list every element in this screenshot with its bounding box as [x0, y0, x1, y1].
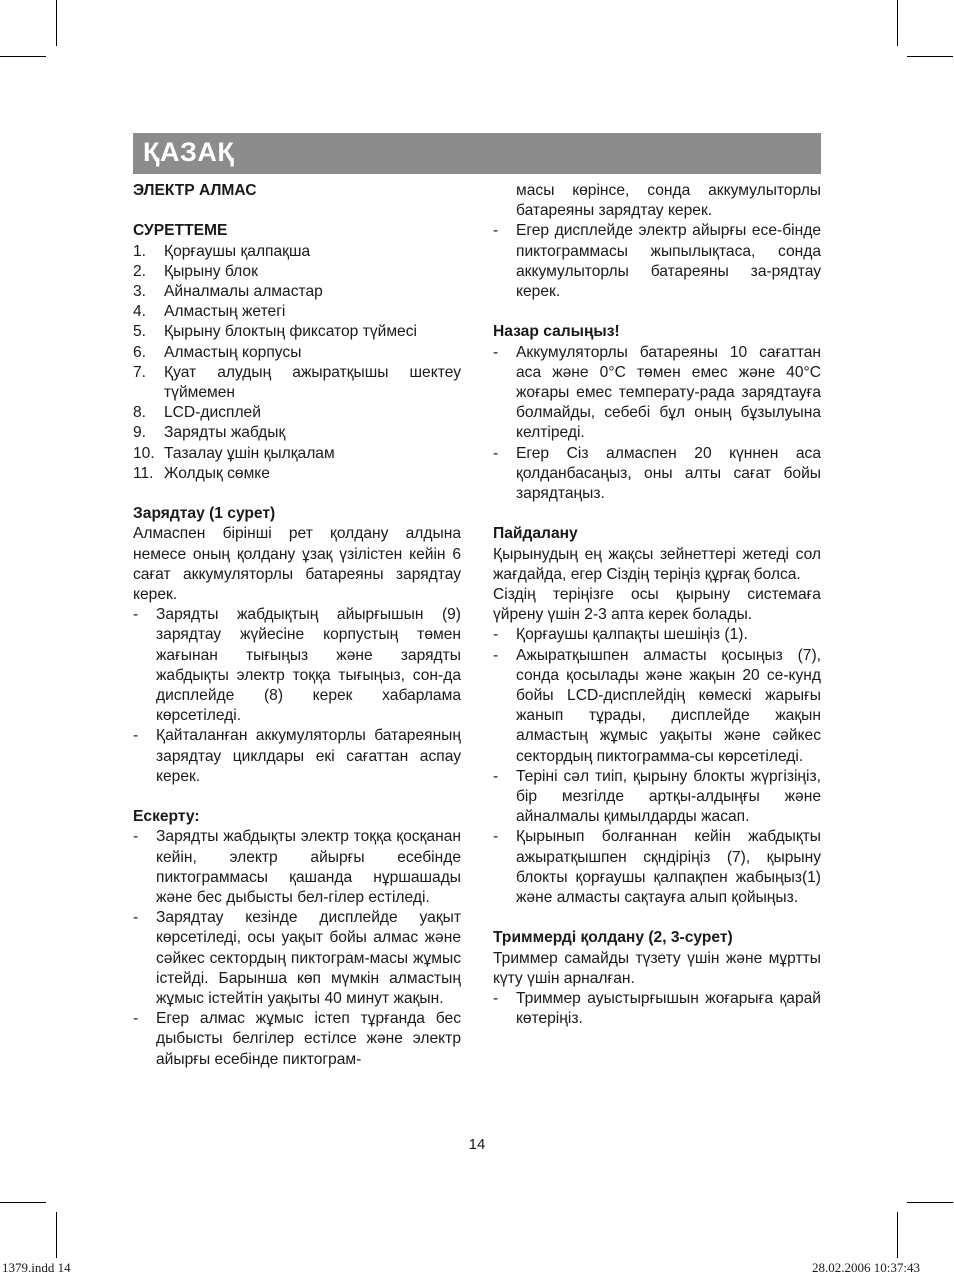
- dash-marker: -: [493, 444, 499, 462]
- item-text: Триммер ауыстырғышын жоғарыға қарай көтеріңіз.: [516, 990, 821, 1028]
- item-number: 11.: [133, 464, 154, 482]
- bullet-item: [493, 646, 821, 767]
- spacer: [493, 302, 821, 322]
- numbered-item: [133, 423, 461, 443]
- date-slug: 28.02.2006 10:37:43: [812, 1260, 920, 1275]
- item-text: Қырынып болғаннан кейін жабдықты ажыратқышпен сқндіріңіз (7), қырыну блокты қорғаушы қалпақпен жабыңыз(1) және алмасты сақтауға алып қойыңыз.: [516, 828, 821, 907]
- item-number: 3.: [133, 283, 147, 300]
- left-column: [133, 181, 461, 1070]
- item-number: 9.: [133, 424, 147, 442]
- dash-marker: -: [493, 222, 499, 240]
- language-banner: [133, 133, 821, 174]
- item-text: масы көрінсе, сонда аккумулыторлы батареяны зарядтау керек.: [516, 182, 821, 220]
- item-text: LCD-дисплей: [164, 404, 261, 422]
- item-text: Теріні сәл тиіп, қырыну блокты жүргізіңіз, бір мезгілде артқы-алдыңғы және айналмалы қимылдарды жасап.: [516, 767, 821, 826]
- item-text: Егер Сіз алмаспен 20 күннен аса қолданбасаңыз, оны алты сағат бойы зарядтаңыз.: [516, 444, 821, 503]
- bullet-item: [493, 343, 821, 444]
- bullet-item: [493, 181, 821, 221]
- item-text: Алмастың жетегі: [164, 303, 286, 321]
- section-heading: Триммерді қолдану (2, 3-сурет): [493, 929, 733, 947]
- item-text: Тазалау ұшін қылқалам: [164, 444, 335, 462]
- numbered-item: [133, 262, 461, 282]
- numbered-item: [133, 302, 461, 322]
- item-number: 1.: [133, 242, 147, 260]
- spacer: [133, 201, 461, 221]
- section-heading: Назар салыңыз!: [493, 323, 620, 341]
- section-heading: Пайдалану: [493, 525, 578, 543]
- item-text: Ажыратқышпен алмасты қосыңыз (7), сонда қосылады және жақын 20 се-кунд бойы LCD-дисплейдің көмескі жарығы жанып тұрады, дисплейде жақын алмастың жұмыс уақыты және сәйкес сектордың пиктограмма-сы көрсетіледі.: [516, 646, 821, 765]
- crop-mark: [897, 1212, 898, 1258]
- numbered-item: [133, 363, 461, 403]
- numbered-item: [133, 403, 461, 423]
- section-heading: Зарядтау (1 сурет): [133, 505, 276, 523]
- spacer: [133, 787, 461, 807]
- item-text: Жолдық сөмке: [164, 464, 270, 482]
- crop-mark: [56, 1212, 57, 1258]
- paragraph: Сіздің теріңізге осы қырыну системаға үйрену үшін 2-3 апта керек болады.: [493, 586, 821, 624]
- dash-marker: -: [133, 909, 139, 927]
- dash-marker: -: [493, 767, 499, 785]
- spacer: [133, 484, 461, 504]
- item-text: Зарядты жабдықтың айырғышын (9) зарядтау жүйесіне корпустың төмен жағынан тығыңыз және зарядты жабдықты электр тоққа тығыңыз, сон-да дисплейде (8) керек хабарлама көрсетіледі.: [156, 606, 461, 725]
- crop-mark: [897, 0, 898, 46]
- item-text: Қорғаушы қалпақты шешіңіз (1).: [516, 626, 748, 644]
- numbered-item: [133, 464, 461, 484]
- bullet-item: [493, 444, 821, 505]
- bullet-item: [133, 908, 461, 1009]
- dash-marker: -: [493, 990, 499, 1008]
- crop-mark: [0, 1202, 46, 1203]
- item-text: Зарядтау кезінде дисплейде уақыт көрсетіледі, осы уақыт бойы алмас және сәйкес сектордың пиктограм-масы жұмыс істейді. Барынша көп мүмкін алмастың жұмыс істейтін уақыты 40 минут жақын.: [156, 909, 461, 1008]
- dash-marker: -: [133, 828, 139, 846]
- bullet-item: [133, 1009, 461, 1070]
- item-text: Аккумуляторлы батареяны 10 сағаттан аса және 0°С төмен емес және 40°С жоғары емес температу-рада зарядтауға болмайды, себебі бұл оның бұзылуына келтіреді.: [516, 343, 821, 442]
- right-column: [493, 181, 821, 1029]
- page-number: 14: [468, 1136, 486, 1153]
- paragraph: Алмаспен бірінші рет қолдану алдына немесе оның қолдану ұзақ үзілістен кейін 6 сағат аккумуляторлы батареяны зарядтау керек.: [133, 525, 461, 604]
- bullet-item: [133, 827, 461, 908]
- item-number: 2.: [133, 262, 147, 280]
- item-text: Зарядты жабдық: [164, 424, 286, 442]
- numbered-item: [133, 444, 461, 464]
- item-text: Айналмалы алмастар: [164, 283, 323, 300]
- section-heading: Ескерту:: [133, 808, 200, 826]
- item-text: Қайталанған аккумуляторлы батареяның зарядтау циклдары екі сағаттан аспау керек.: [156, 727, 461, 785]
- numbered-item: [133, 343, 461, 363]
- section-heading: ЭЛЕКТР АЛМАС: [133, 182, 257, 199]
- dash-marker: -: [493, 828, 499, 846]
- bullet-item: [133, 726, 461, 787]
- file-slug: 1379.indd 14: [2, 1260, 71, 1275]
- item-number: 6.: [133, 343, 147, 361]
- dash-marker: -: [493, 646, 499, 664]
- item-text: Егер алмас жұмыс істеп тұрғанда бес дыбысты белгілер естілсе және электр айырғы есебінде пиктограм-: [156, 1010, 461, 1068]
- bullet-item: [493, 625, 821, 645]
- spacer: [493, 504, 821, 524]
- item-number: 8.: [133, 404, 147, 422]
- item-number: 10.: [133, 444, 155, 462]
- item-text: Қорғаушы қалпақша: [164, 242, 311, 260]
- crop-mark: [907, 56, 953, 57]
- bullet-item: [493, 827, 821, 908]
- item-text: Қырыну блоктың фиксатор түймесі: [164, 323, 417, 341]
- bullet-item: [493, 221, 821, 302]
- dash-marker: -: [493, 626, 499, 644]
- item-text: Қырыну блок: [164, 262, 258, 280]
- bullet-item: [133, 605, 461, 726]
- item-text: Зарядты жабдықты электр тоққа қосқанан кейін, электр айырғы есебінде пиктограммасы қашанда нұршашады және бес дыбысты бел-гілер естіледі.: [156, 828, 461, 907]
- item-number: 5.: [133, 323, 147, 341]
- dash-marker: [493, 181, 516, 221]
- spacer: [493, 908, 821, 928]
- section-heading: СУРЕТТЕМЕ: [133, 222, 228, 240]
- numbered-item: [133, 322, 461, 342]
- paragraph: Қырынудың ең жақсы зейнеттері жетеді сол жағдайда, егер Сіздің теріңіз құрғақ болса.: [493, 545, 821, 583]
- numbered-item: [133, 242, 461, 262]
- paragraph: Триммер самайды түзету үшін және мұртты күту үшін арналған.: [493, 949, 821, 987]
- item-text: Қуат алудың ажыратқышы шектеу түймемен: [164, 363, 461, 402]
- dash-marker: -: [493, 343, 499, 361]
- item-text: Егер дисплейде электр айырғы есе-бінде пиктограммасы жыпылықтаса, сонда аккумулыторлы батареяны за-рядтау керек.: [516, 222, 821, 301]
- crop-mark: [0, 56, 46, 57]
- bullet-item: [493, 989, 821, 1029]
- dash-marker: -: [133, 1010, 139, 1028]
- numbered-item: [133, 282, 461, 302]
- item-number: 7.: [133, 363, 147, 381]
- dash-marker: -: [133, 727, 139, 745]
- banner-title: ҚАЗАҚ: [143, 137, 235, 167]
- item-text: Алмастың корпусы: [164, 343, 302, 361]
- crop-mark: [907, 1202, 953, 1203]
- crop-mark: [56, 0, 57, 46]
- bullet-item: [493, 767, 821, 828]
- item-number: 4.: [133, 303, 147, 321]
- dash-marker: -: [133, 606, 139, 624]
